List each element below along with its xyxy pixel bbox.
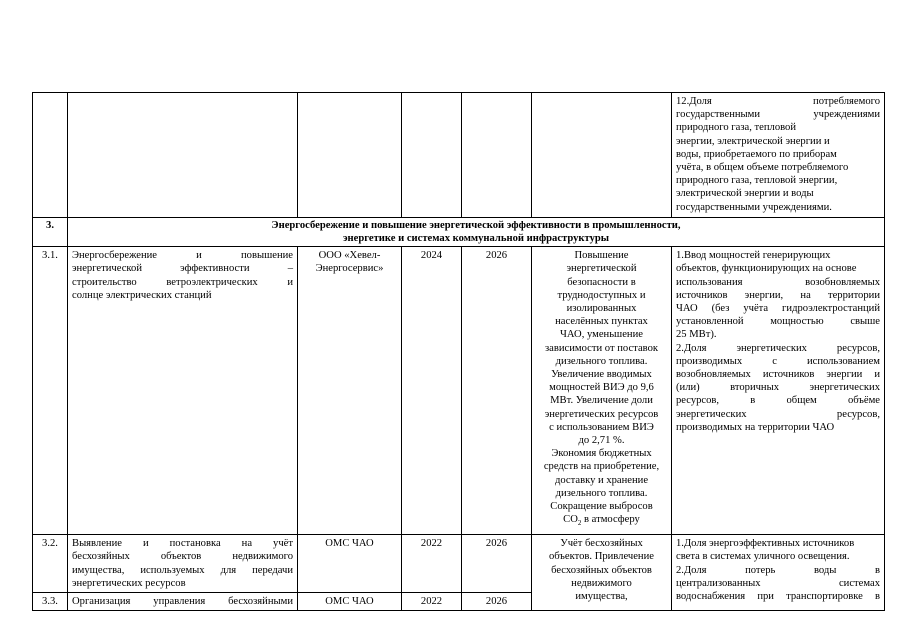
result-line: Увеличение вводимых — [551, 369, 652, 381]
result-line: объектов. Привлечение — [549, 551, 654, 563]
name-line: Выявление и постановка на учёт — [72, 538, 293, 550]
section-number: 3. — [33, 218, 68, 247]
indicator-line: централизованных системах — [676, 577, 880, 589]
row-start-year: 2022 — [402, 593, 462, 611]
result-line: Сокращение выбросов — [550, 501, 653, 513]
result-line: МВт. Увеличение доли — [550, 395, 653, 407]
result-line: мощностей ВИЭ до 9,6 — [549, 382, 654, 394]
indicator-line: природного газа, тепловой энергии, — [676, 175, 838, 187]
result-line: до 2,71 %. — [578, 435, 625, 447]
indicator-line: производимых на территории ЧАО — [676, 421, 835, 433]
cell-name — [68, 93, 298, 218]
row-name — [68, 593, 298, 611]
row-start-year: 2024 — [402, 247, 462, 535]
name-line: бесхозяйных объектов недвижимого — [72, 551, 293, 563]
result-line: средств на приобретение, — [543, 461, 660, 473]
indicator-line: производимых с использованием — [676, 355, 880, 367]
row-expected-result — [532, 535, 672, 611]
result-line: недвижимого — [571, 577, 632, 589]
indicator-line: воды, приобретаемого по приборам — [676, 148, 837, 160]
result-line: бесхозяйных объектов — [551, 564, 652, 576]
cell-executor — [298, 93, 402, 218]
result-line: населённых пунктах — [555, 316, 648, 328]
table-row-continuation — [33, 93, 885, 218]
name-line: имущества, используемых для передачи — [72, 564, 293, 576]
co2-subscript: 2 — [577, 519, 582, 528]
indicator-line: света в системах уличного освещения. — [676, 551, 850, 563]
name-line: Организация управления бесхозяйными — [72, 596, 293, 607]
result-line: энергетических ресурсов — [544, 408, 659, 420]
name-line: Энергосбережение и повышение — [72, 250, 293, 262]
cell-start — [402, 93, 462, 218]
row-number: 3.3. — [33, 593, 68, 611]
indicator-line: водоснабжения при транспортировке в — [676, 591, 880, 602]
indicator-line: источников энергии, на территории — [676, 289, 880, 301]
result-line: ЧАО, уменьшение — [560, 329, 643, 341]
result-line: с использованием ВИЭ — [549, 421, 654, 433]
co2-suffix: в атмосферу — [581, 514, 640, 526]
row-end-year: 2026 — [462, 535, 532, 593]
row-end-year: 2026 — [462, 593, 532, 611]
result-line: Учёт бесхозяйных — [560, 538, 643, 550]
section-title-line-2: энергетике и системах коммунальной инфраструктуры — [342, 232, 610, 244]
result-line: дизельного топлива. — [555, 487, 648, 499]
indicator-line: установленной мощностью свыше — [676, 316, 880, 328]
row-end-year: 2026 — [462, 247, 532, 535]
name-line: энергетических ресурсов — [72, 577, 186, 589]
table-row — [33, 535, 885, 593]
name-line: солнце электрических станций — [72, 289, 212, 301]
row-indicators — [672, 535, 885, 611]
cell-number — [33, 93, 68, 218]
indicator-line: 1.Ввод мощностей генерирующих — [676, 250, 831, 262]
co2-prefix: CO — [563, 514, 578, 526]
indicator-line: ресурсов, в общем объёме — [676, 395, 880, 407]
row-start-year: 2022 — [402, 535, 462, 593]
row-number: 3.2. — [33, 535, 68, 593]
result-line: безопасности в — [567, 276, 636, 288]
row-indicators — [672, 247, 885, 535]
result-line-co2 — [536, 513, 667, 526]
result-line: изолированных — [566, 303, 637, 314]
row-executor: ОМС ЧАО — [298, 593, 402, 611]
indicator-line: 2.Доля энергетических ресурсов, — [676, 342, 880, 354]
result-line: Повышение — [574, 250, 629, 262]
indicator-line: государственными учреждениями. — [676, 201, 832, 213]
name-line: строительство ветроэлектрических и — [72, 276, 293, 288]
indicator-line: ЧАО (без учёта гидроэлектростанций — [676, 303, 880, 314]
result-line: зависимости от поставок — [544, 342, 659, 354]
indicator-line: 2.Доля потерь воды в — [676, 564, 880, 576]
section-title — [68, 218, 885, 247]
row-number: 3.1. — [33, 247, 68, 535]
indicator-line: возобновляемых источников энергии и — [676, 369, 880, 381]
row-executor: ООО «Хевел-Энергосервис» — [298, 247, 402, 535]
indicator-line: 12.Доля потребляемого — [676, 96, 880, 107]
cell-indicators — [672, 93, 885, 218]
indicator-line: энергии, электрической энергии и — [676, 135, 830, 147]
measures-table — [32, 92, 885, 611]
result-line: энергетической — [566, 263, 637, 275]
cell-result — [532, 93, 672, 218]
result-line: Экономия бюджетных — [551, 448, 652, 460]
indicator-line: государственными учреждениями — [676, 109, 880, 121]
cell-end — [462, 93, 532, 218]
row-name — [68, 535, 298, 593]
row-executor: ОМС ЧАО — [298, 535, 402, 593]
row-expected-result — [532, 247, 672, 535]
indicator-line: 25 МВт). — [676, 329, 717, 341]
indicator-line: 1.Доля энергоэффективных источников — [676, 538, 855, 550]
name-line: энергетической эффективности – — [72, 263, 293, 275]
result-line: дизельного топлива. — [555, 355, 648, 367]
section-header-row — [33, 218, 885, 247]
indicator-line: использования возобновляемых — [676, 276, 880, 288]
indicator-line: природного газа, тепловой — [676, 122, 797, 134]
indicator-line: электрической энергии и воды — [676, 188, 814, 200]
indicator-line: энергетических ресурсов, — [676, 408, 880, 420]
indicator-line: (или) вторичных энергетических — [676, 382, 880, 394]
indicator-line: учёта, в общем объеме потребляемого — [676, 162, 849, 174]
result-line: труднодоступных и — [557, 289, 646, 301]
indicator-line: объектов, функционирующих на основе — [676, 263, 857, 275]
result-line: доставку и хранение — [554, 474, 649, 486]
result-line: имущества, — [575, 591, 628, 602]
section-title-line-1: Энергосбережение и повышение энергетической эффективности в промышленности, — [271, 220, 681, 231]
table-row — [33, 247, 885, 535]
row-name — [68, 247, 298, 535]
